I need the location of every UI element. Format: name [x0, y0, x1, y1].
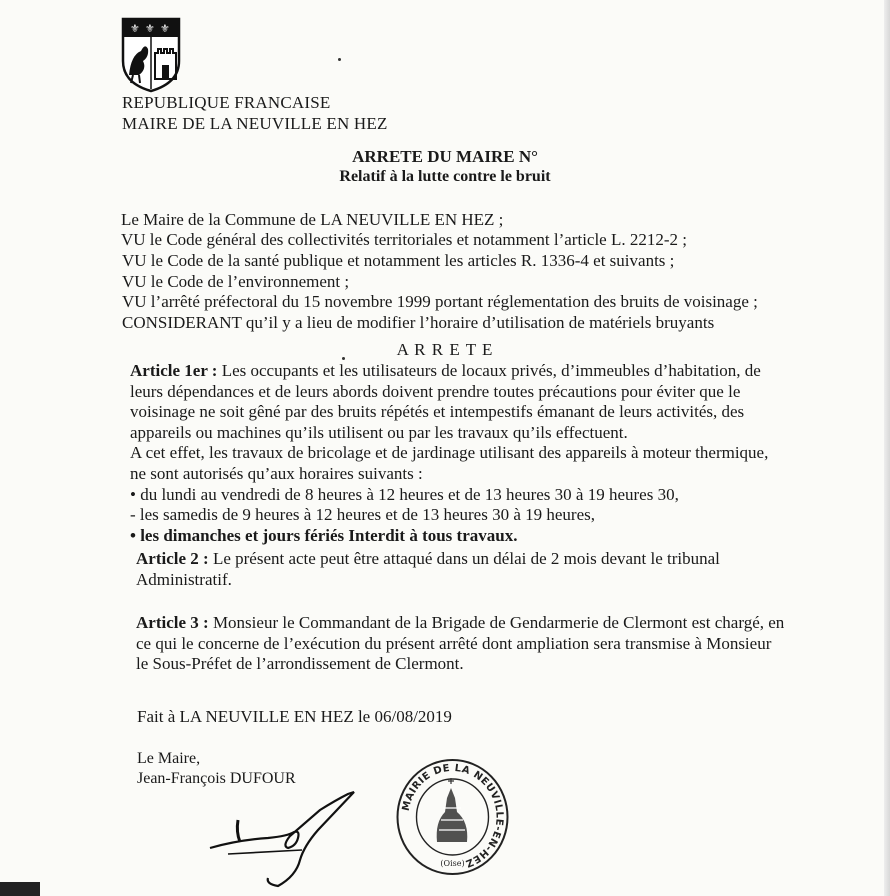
scan-speck: [338, 58, 341, 61]
article-2-label: Article 2 :: [136, 549, 209, 568]
article-1-line: A cet effet, les travaux de bricolage et de jardinage utilisant des appareils à moteur thermique,: [130, 443, 769, 463]
svg-text:⚜: ⚜: [160, 22, 170, 35]
header-republique: REPUBLIQUE FRANCAISE: [122, 93, 331, 112]
svg-text:⚜: ⚜: [145, 22, 155, 35]
preamble-line: VU l’arrêté préfectoral du 15 novembre 1999 portant réglementation des bruits de voisinage ;: [122, 292, 758, 311]
scan-edge: [884, 0, 890, 896]
article-2-line: Administratif.: [136, 569, 232, 589]
article-3-line: le Sous-Préfet de l’arrondissement de Clermont.: [136, 654, 464, 674]
article-3-label: Article 3 :: [136, 613, 209, 632]
stamp-text: MAIRIE DE LA NEUVILLE-EN-HEZ: [400, 762, 505, 869]
document-subtitle: Relatif à la lutte contre le bruit: [339, 168, 551, 185]
schedule-item: - les samedis de 9 heures à 12 heures et de 13 heures 30 à 19 heures,: [130, 505, 595, 525]
mairie-stamp-icon: [395, 758, 510, 876]
arrete-heading: A R R E T E: [396, 340, 494, 359]
article-1-line: appareils ou machines qu’ils utilisent ou par les travaux qu’ils effectuent.: [130, 422, 628, 442]
article-1-line: leurs dépendances et de leurs abords doivent prendre toutes précautions pour éviter que le: [130, 381, 741, 401]
coat-of-arms-icon: [121, 17, 181, 93]
preamble-line: CONSIDERANT qu’il y a lieu de modifier l’horaire d’utilisation de matériels bruyants: [122, 313, 715, 332]
article-2: [136, 549, 772, 590]
article-2-line: Le présent acte peut être attaqué dans un délai de 2 mois devant le tribunal: [212, 549, 720, 568]
scan-corner: [0, 882, 40, 896]
preamble-line: VU le Code de la santé publique et notamment les articles R. 1336-4 et suivants ;: [122, 251, 675, 270]
article-1-label: Article 1er :: [130, 361, 218, 380]
document-title: ARRETE DU MAIRE N°: [352, 147, 538, 166]
header-mairie: MAIRE DE LA NEUVILLE EN HEZ: [122, 114, 388, 133]
preamble-line: Le Maire de la Commune de LA NEUVILLE EN HEZ ;: [121, 210, 504, 229]
schedule-item-sunday: • les dimanches et jours fériés Interdit à tous travaux.: [130, 525, 518, 545]
article-3-line: ce qui le concerne de l’exécution du présent arrêté dont ampliation sera transmise à Monsieur: [136, 633, 772, 653]
fait-date: Fait à LA NEUVILLE EN HEZ le 06/08/2019: [137, 707, 452, 726]
article-1-line: ne sont autorisés qu’aux horaires suivants :: [130, 463, 423, 483]
signatory-name: Jean-François DUFOUR: [137, 770, 296, 787]
signatory-role: Le Maire,: [137, 750, 201, 767]
article-3: [136, 613, 785, 675]
svg-text:⚜: ⚜: [130, 22, 140, 35]
signature-icon: [208, 790, 360, 890]
article-1-line: voisinage ne soit gêné par des bruits répétés et intempestifs émanant de leurs activités, des: [130, 402, 745, 422]
article-3-line: Monsieur le Commandant de la Brigade de Gendarmerie de Clermont est chargé, en: [212, 613, 785, 632]
schedule-item: • du lundi au vendredi de 8 heures à 12 heures et de 13 heures 30 à 19 heures 30,: [130, 484, 679, 504]
preamble-line: VU le Code général des collectivités territoriales et notamment l’article L. 2212-2 ;: [121, 230, 687, 249]
stamp-dept: (Oise): [440, 859, 465, 868]
preamble-line: VU le Code de l’environnement ;: [122, 272, 350, 291]
article-1-line: Les occupants et les utilisateurs de locaux privés, d’immeubles d’habitation, de: [221, 361, 761, 380]
article-1: [130, 361, 770, 546]
